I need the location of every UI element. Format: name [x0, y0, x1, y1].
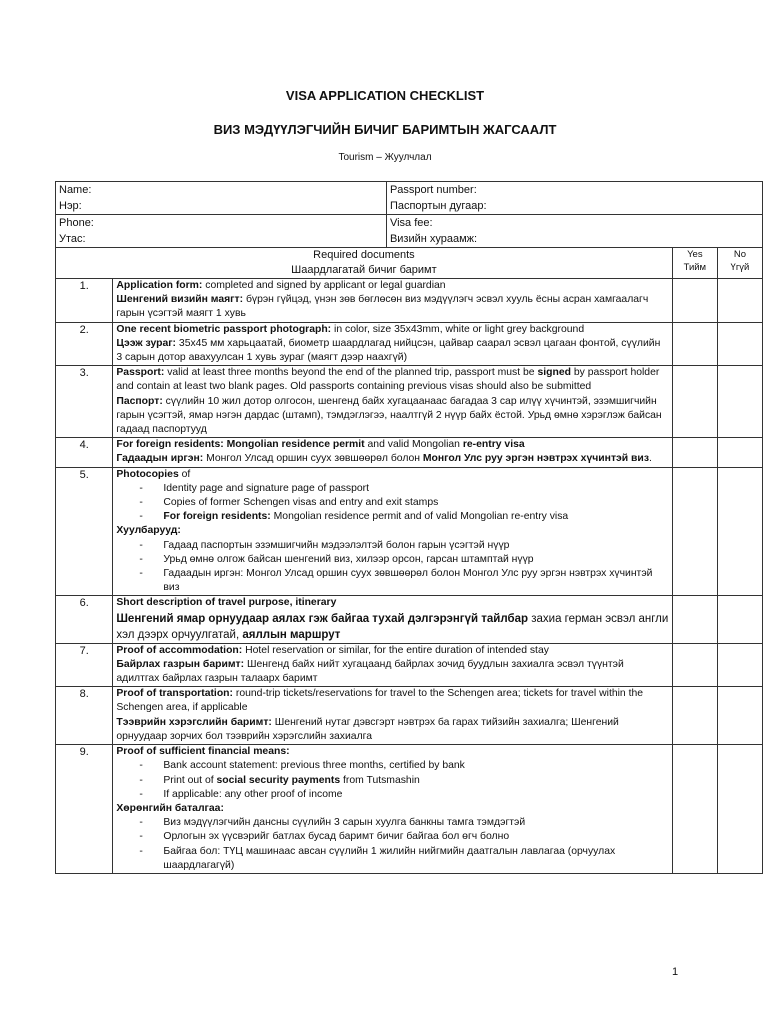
item-mn-text: бүрэн гүйцэд, үнэн зөв бөглөсөн виз мэдүүлэгч эсвэл хууль ёсны асран хамгаалагч гарын үсэгтэй маягт 1 хувь: [116, 294, 649, 320]
list-item-text: Гадаадын иргэн: Монгол Улсад оршин суух зөвшөөрөл болон Монгол Улс руу эргэн нэвтрэх хүчинтэй виз: [163, 568, 653, 594]
item-number: 3.: [56, 366, 113, 438]
info-row-1: [56, 182, 763, 215]
docs-header-mn: Шаардлагатай бичиг баримт: [291, 264, 437, 276]
item-en-text: and valid Mongolian: [364, 439, 463, 451]
yes-checkbox[interactable]: [672, 687, 717, 745]
item-en-bold: Proof of accommodation:: [116, 644, 243, 656]
item-en-text: round-trip tickets/reservations for travel to the Schengen area; tickets for travel within the Schengen area, if applicable: [116, 688, 644, 714]
item-mn-text: 35х45 мм харьцаатай, биометр шаардлагад нийцсэн, цайвар саарал эсвэл цагаан фонтой, сүүлийн 3 сарын дотор авахуулсан 1 хувь зураг (маягт дээр наахгүй): [116, 337, 661, 364]
item-description: [113, 438, 672, 467]
item-row: [56, 687, 763, 745]
item-en-text: completed and signed by applicant or legal guardian: [202, 280, 446, 291]
list-item: [163, 830, 668, 844]
list-item-text: Identity page and signature page of passport: [163, 482, 370, 494]
yes-header-mn: Тийм: [683, 262, 707, 273]
item-mn-text-2: .: [648, 453, 652, 465]
yes-header-en: Yes: [687, 249, 703, 260]
docs-header-en: Required documents: [313, 249, 415, 261]
list-item: [163, 510, 668, 524]
item-mn-bold: Тээврийн хэрэгслийн баримт:: [116, 716, 272, 728]
item-row: [56, 745, 763, 874]
item-en-text: of: [178, 468, 191, 480]
docs-header: [56, 248, 673, 279]
item-description: [113, 322, 672, 366]
item-mn-text: захиа герман эсвэл англи хэл дээрх орчуулгатай,: [116, 612, 669, 641]
list-item-text: Урьд өмнө олгож байсан шенгений виз, хилээр орсон, гарсан штамптай нүүр: [163, 553, 534, 565]
list-item-text-2: from Tutsmashin: [340, 774, 420, 786]
list-item-text: If applicable: any other proof of income: [163, 788, 343, 800]
item-en-bold: Photocopies: [116, 468, 179, 480]
no-checkbox[interactable]: [717, 322, 762, 366]
item-number: 7.: [56, 643, 113, 687]
item-description: [113, 687, 672, 745]
item-en-text-2: by passport holder and contain at least two blank pages. Old passports containing previous visas should also be submitted: [116, 367, 660, 393]
yes-checkbox[interactable]: [672, 438, 717, 467]
list-item: [163, 845, 668, 873]
no-checkbox[interactable]: [717, 745, 762, 874]
no-checkbox[interactable]: [717, 687, 762, 745]
list-item: [163, 816, 668, 830]
item-description: [113, 467, 672, 596]
item-mn-text: Шенгенд байх нийт хугацаанд байрлах зочид буудлын захиалга эсвэл түүнтэй адилтгах байрлах газрын талаарх баримт: [116, 658, 624, 685]
no-checkbox[interactable]: [717, 596, 762, 643]
item-mn-bold-2: аяллын маршрут: [242, 628, 341, 641]
fee-label-mn: Визийн хураамж:: [389, 233, 478, 245]
list-item-text: Bank account statement: previous three months, certified by bank: [163, 760, 465, 772]
name-label: Name:: [59, 184, 92, 196]
item-row: [56, 643, 763, 687]
yes-checkbox[interactable]: [672, 366, 717, 438]
item-mn-bold: Цээж зураг:: [116, 337, 177, 349]
list-item: [163, 759, 668, 773]
item-number: 1.: [56, 279, 113, 323]
item-en-bold: Proof of sufficient financial means:: [116, 746, 290, 758]
yes-checkbox[interactable]: [672, 745, 717, 874]
list-item-text: Байгаа бол: ТҮЦ машинаас авсан сүүлийн 1 жилийн нийгмийн даатгалын лавлагаа (орчуулах шаардлагагүй): [163, 845, 616, 871]
subtitle: Tourism – Жуулчлал: [338, 152, 432, 163]
yes-header: [672, 248, 717, 279]
bullet-list-mn: [116, 539, 668, 596]
fee-label: Visa fee:: [389, 217, 433, 229]
item-en-text: in color, size 35x43mm, white or light grey background: [331, 323, 585, 335]
no-checkbox[interactable]: [717, 438, 762, 467]
phone-label: Phone:: [59, 217, 94, 229]
item-mn-bold: Шенгений визийн маягт:: [116, 294, 244, 306]
list-item: [163, 482, 668, 496]
item-en-bold: One recent biometric passport photograph:: [116, 323, 332, 335]
item-number: 5.: [56, 467, 113, 596]
item-description: [113, 366, 672, 438]
item-mn-bold: Гадаадын иргэн:: [116, 453, 204, 465]
item-number: 2.: [56, 322, 113, 366]
list-item-text: Гадаад паспортын эзэмшигчийн мэдээлэлтэй болон гарын үсэгтэй нүүр: [163, 539, 510, 551]
item-row: [56, 596, 763, 643]
item-en-text: valid at least three months beyond the end of the planned trip, passport must be: [164, 367, 538, 379]
item-row: [56, 366, 763, 438]
item-number: 4.: [56, 438, 113, 467]
item-description: [113, 279, 672, 323]
list-item-text: Print out of: [163, 774, 217, 786]
item-description: [113, 596, 672, 643]
item-mn-heading: Хуулбарууд:: [116, 525, 181, 537]
no-checkbox[interactable]: [717, 366, 762, 438]
bullet-list-en: [116, 759, 668, 802]
yes-checkbox[interactable]: [672, 596, 717, 643]
item-en-bold-2: signed: [537, 367, 571, 379]
list-item: [163, 496, 668, 510]
no-header-en: No: [733, 249, 747, 260]
name-label-mn: Нэр:: [59, 200, 82, 212]
item-mn-text: сүүлийн 10 жил дотор олгосон, шенгенд байх хугацаанаас багадаа 3 сар илүү хүчинтэй, эзэмшигчийн гарын үсэгтэй, ямар нэгэн дардас (штамп), тэмдэглэгээ, наалтгүй 2 нүүр байх ёстой. Урьд өмнө хэрэглэж байсан гадаад паспортууд: [116, 395, 662, 436]
item-en-bold: Proof of transportation:: [116, 688, 233, 700]
list-item-text: Mongolian residence permit and of valid Mongolian re-entry visa: [270, 511, 569, 523]
list-item: [163, 567, 668, 595]
title-en: VISA APPLICATION CHECKLIST: [285, 88, 485, 103]
item-en-bold: Short description of travel purpose, itinerary: [116, 597, 337, 609]
no-checkbox[interactable]: [717, 467, 762, 596]
item-mn-bold: Паспорт:: [116, 395, 163, 407]
item-row: [56, 322, 763, 366]
item-en-bold-2: re-entry visa: [462, 439, 525, 451]
item-description: [113, 745, 672, 874]
item-row: [56, 467, 763, 596]
phone-field[interactable]: [56, 215, 387, 248]
no-checkbox[interactable]: [717, 279, 762, 323]
passport-label: Passport number:: [389, 184, 477, 196]
item-mn-bold-2: Монгол Улс руу эргэн нэвтрэх хүчинтэй виз: [422, 453, 649, 465]
page-number: 1: [672, 966, 679, 978]
item-en-bold: Application form:: [116, 280, 203, 291]
item-mn-bold: Байрлах газрын баримт:: [116, 658, 245, 670]
yes-checkbox[interactable]: [672, 467, 717, 596]
list-item: [163, 553, 668, 567]
item-number: 6.: [56, 596, 113, 643]
list-item-text: Copies of former Schengen visas and entry and exit stamps: [163, 497, 439, 509]
column-header-row: [56, 248, 763, 279]
no-checkbox[interactable]: [717, 643, 762, 687]
item-mn-text: Шенгений нутаг дэвсгэрт нэвтрэх ба гарах тийзийн захиалга; Шенгений орнуудаар зорчих бол тээврийн хэрэгслийн захиалга: [116, 716, 619, 742]
list-item-text: Виз мэдүүлэгчийн дансны сүүлийн 3 сарын хуулга банкны тамга тэмдэгтэй: [163, 817, 526, 829]
checklist-table: [55, 181, 763, 874]
item-row: [56, 279, 763, 323]
fee-field[interactable]: [386, 215, 762, 248]
item-row: [56, 438, 763, 467]
list-item-text: Орлогын эх үүсвэрийг батлах бусад баримт бичиг байгаа бол өгч болно: [163, 831, 510, 843]
yes-checkbox[interactable]: [672, 322, 717, 366]
no-header-mn: Үгүй: [730, 262, 750, 273]
item-en-bold: For foreign residents: Mongolian residence permit: [116, 439, 365, 451]
item-en-bold: Passport:: [116, 367, 165, 379]
no-header: [717, 248, 762, 279]
list-item-bold: For foreign residents:: [163, 511, 271, 523]
passport-field[interactable]: [386, 182, 762, 215]
yes-checkbox[interactable]: [672, 279, 717, 323]
list-item: [163, 774, 668, 788]
bullet-list-mn: [116, 816, 668, 873]
name-field[interactable]: [56, 182, 387, 215]
info-row-2: [56, 215, 763, 248]
list-item-bold: social security payments: [216, 774, 341, 786]
item-mn-bold: Шенгений ямар орнуудаар аялах гэж байгаа тухай дэлгэрэнгүй тайлбар: [116, 612, 529, 625]
item-number: 9.: [56, 745, 113, 874]
list-item: [163, 539, 668, 553]
passport-label-mn: Паспортын дугаар:: [389, 200, 487, 212]
yes-checkbox[interactable]: [672, 643, 717, 687]
item-number: 8.: [56, 687, 113, 745]
item-mn-heading: Хөрөнгийн баталгаа:: [116, 802, 224, 814]
item-mn-text: Монгол Улсад оршин суух зөвшөөрөл болон: [203, 453, 423, 465]
phone-label-mn: Утас:: [59, 233, 86, 245]
title-mn: ВИЗ МЭДҮҮЛЭГЧИЙН БИЧИГ БАРИМТЫН ЖАГСААЛТ: [213, 122, 557, 137]
list-item: [163, 788, 668, 802]
item-en-text: Hotel reservation or similar, for the entire duration of intended stay: [242, 644, 549, 656]
item-description: [113, 643, 672, 687]
bullet-list-en: [116, 482, 668, 525]
